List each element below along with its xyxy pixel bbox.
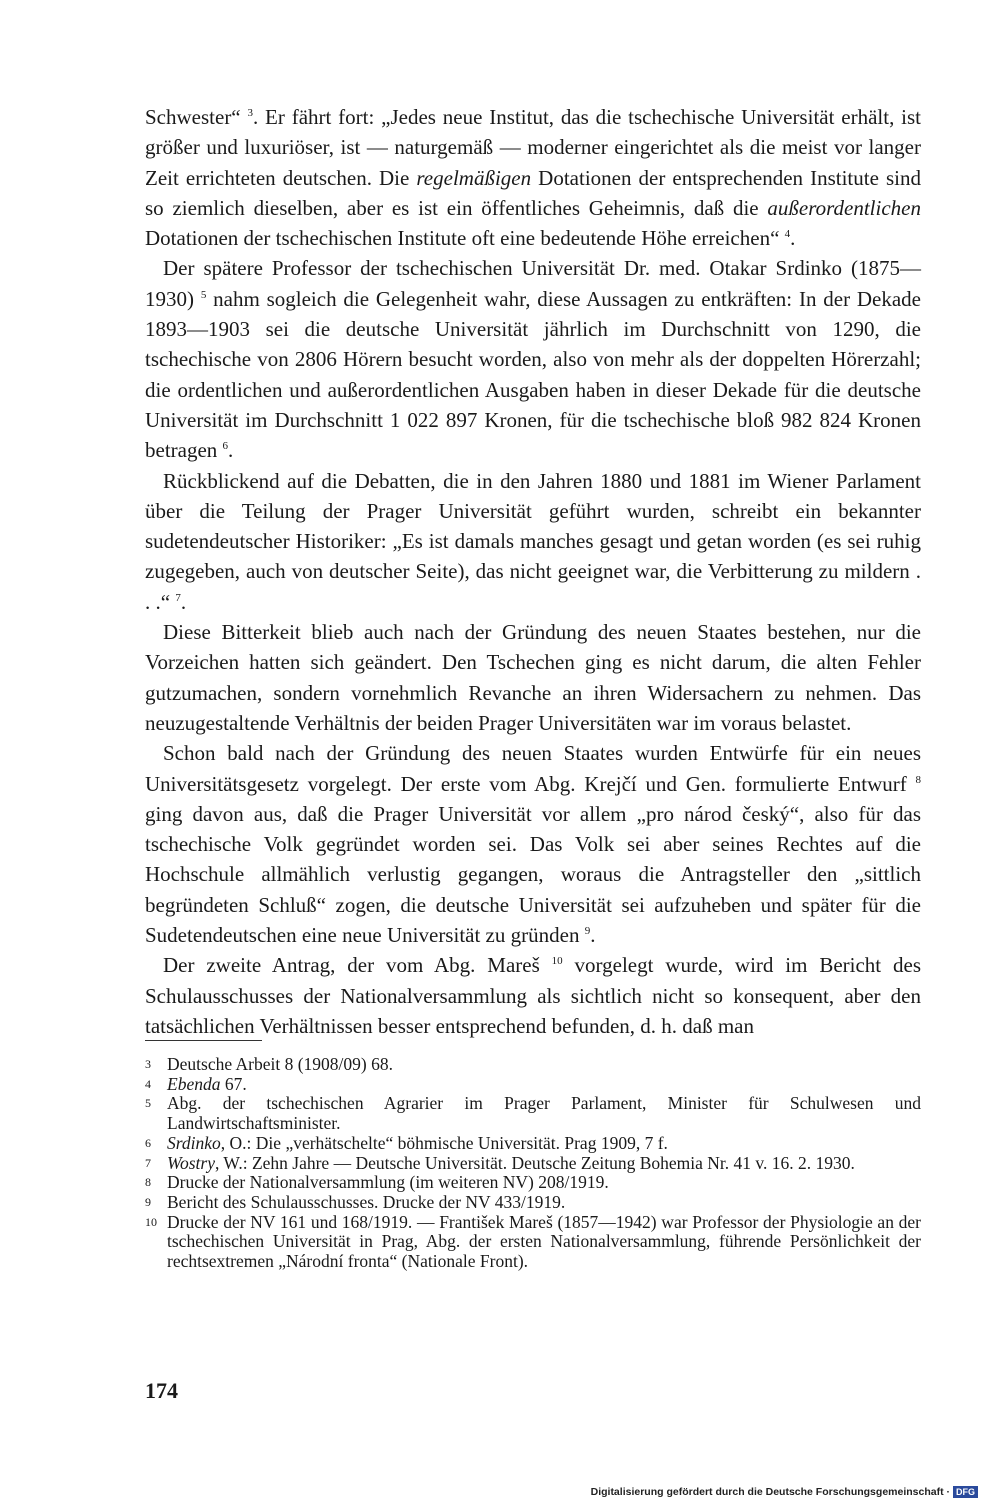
paragraph: Der spätere Professor der tschechischen Universität Dr. med. Otakar Srdinko (1875—1930) $^5$ nahm sogleich die Gelegenheit wahr, diese Aussagen zu entkräften: In der Dekade 1893—1903 sei die deutsche Universität jährlich im Durchschnitt von 1290, die tschechische von 2806 Hörern besucht worden, also von mehr als der doppelten Hörerzahl; die ordentlichen und außerordentlichen Ausgaben haben in dieser Dekade für die deutsche Universität im Durchschnitt 1 022 897 Kronen, für die tschechische bloß 982 824 Kronen betragen $^6$. — [145, 256, 922, 463]
page-number: 174 — [145, 1378, 178, 1403]
footnote-number: 9 — [145, 1194, 151, 1209]
footnote-number: 6 — [145, 1135, 151, 1150]
footnote — [145, 1075, 921, 1095]
footnote — [145, 1213, 921, 1272]
digitization-credit — [591, 1486, 978, 1498]
footnote-text: Abg. der tschechischen Agrarier im Prager Parlament, Minister für Schulwesen und Landwirtschaftsminister. — [167, 1093, 921, 1134]
footnote-text: Drucke der Nationalversammlung (im weiteren NV) 208/1919. — [167, 1172, 609, 1193]
credit-text: Digitalisierung gefördert durch die Deutsche Forschungsgemeinschaft · — [590, 1486, 950, 1498]
footnote — [145, 1154, 921, 1174]
footnote-text: Srdinko, O.: Die „verhätschelte“ böhmische Universität. Prag 1909, 7 f. — [167, 1132, 668, 1153]
footnote-text: Bericht des Schulausschusses. Drucke der NV 433/1919. — [167, 1191, 566, 1212]
paragraph: Rückblickend auf die Debatten, die in den Jahren 1880 und 1881 im Wiener Parlament über die Teilung der Prager Universität geführt wurden, schreibt ein bekannter sudetendeutscher Historiker: „Es ist damals manches gesagt und getan worden (es sei ruhig zugegeben, auch von deutscher Seite), das nicht geeignet war, die Verbitterung zu mildern . . .“ $^7$. — [145, 468, 921, 614]
paragraph: Diese Bitterkeit blieb auch nach der Gründung des neuen Staates bestehen, nur die Vorzeichen hatten sich geändert. Den Tschechen ging es nicht darum, die alten Fehler gutzumachen, sondern vornehmlich Revanche an ihren Widersachern zu nehmen. Das neuzugestaltende Verhältnis der beiden Prager Universitäten war im voraus belastet. — [145, 620, 921, 735]
footnote-number: 8 — [145, 1175, 151, 1190]
paragraph: Der zweite Antrag, der vom Abg. Mareš $^{10}$ vorgelegt wurde, wird im Bericht des Schulausschusses der Nationalversammlung als sichtlich nicht so konsequent, aber den tatsächlichen Verhältnissen besser entsprechend befunden, d. h. daß man — [145, 953, 921, 1038]
paragraph: Schon bald nach der Gründung des neuen Staates wurden Entwürfe für ein neues Universitätsgesetz vorgelegt. Der erste vom Abg. Krejčí und Gen. formulierte Entwurf $^8$ ging davon aus, daß die Prager Universität vor allem „pro národ český“, also für das tschechische Volk gegründet worden sei. Das Volk sei aber seines Rechtes auf die Hochschule allmählich verlustig gegangen, woraus die Antragsteller den „sittlich begründeten Schluß“ zogen, die deutsche Universität sei aufzuheben und später für die Sudetendeutschen eine neue Universität zu gründen $^9$. — [145, 741, 921, 948]
footnote — [145, 1193, 921, 1213]
footnote-text: Wostry, W.: Zehn Jahre — Deutsche Universität. Deutsche Zeitung Bohemia Nr. 41 v. 16. 2. 1930. — [167, 1152, 855, 1173]
footnote-text: Drucke der NV 161 und 168/1919. — František Mareš (1857—1942) war Professor der Physiologie an der tschechischen Universität in Prag, Abg. der ersten Nationalversammlung, führende Persönlichkeit der rechtsextremen „Národní fronta“ (Nationale Front). — [167, 1211, 921, 1272]
footnote-separator — [145, 1040, 262, 1041]
footnote-number: 4 — [145, 1076, 151, 1091]
footnote — [145, 1173, 921, 1193]
footnote-text: Ebenda 67. — [167, 1073, 247, 1094]
footnote-number: 10 — [145, 1214, 157, 1229]
footnote — [145, 1055, 921, 1075]
body-text — [145, 102, 921, 1041]
footnote — [145, 1134, 921, 1154]
footnote-number: 3 — [145, 1057, 151, 1071]
footnote — [145, 1094, 921, 1133]
footnotes — [145, 1055, 921, 1272]
footnote-number: 5 — [145, 1096, 151, 1111]
footnote-text: Deutsche Arbeit 8 (1908/09) 68. — [167, 1054, 393, 1074]
paragraph: Schwester“ $^3$. Er fährt fort: „Jedes neue Institut, das die tschechische Universität erhält, ist größer und luxuriöser, ist — naturgemäß — moderner eingerichtet als die meist vor langer Zeit errichteten deutschen. Die regelmäßigen Dotationen der entsprechenden Institute sind so ziemlich dieselben, aber es ist ein öffentliches Geheimnis, daß die außerordentlichen Dotationen der tschechischen Institute oft eine bedeutende Höhe erreichen“ $^4$. — [145, 105, 921, 251]
dfg-logo-icon: DFG — [953, 1486, 978, 1498]
footnote-number: 7 — [145, 1155, 151, 1170]
